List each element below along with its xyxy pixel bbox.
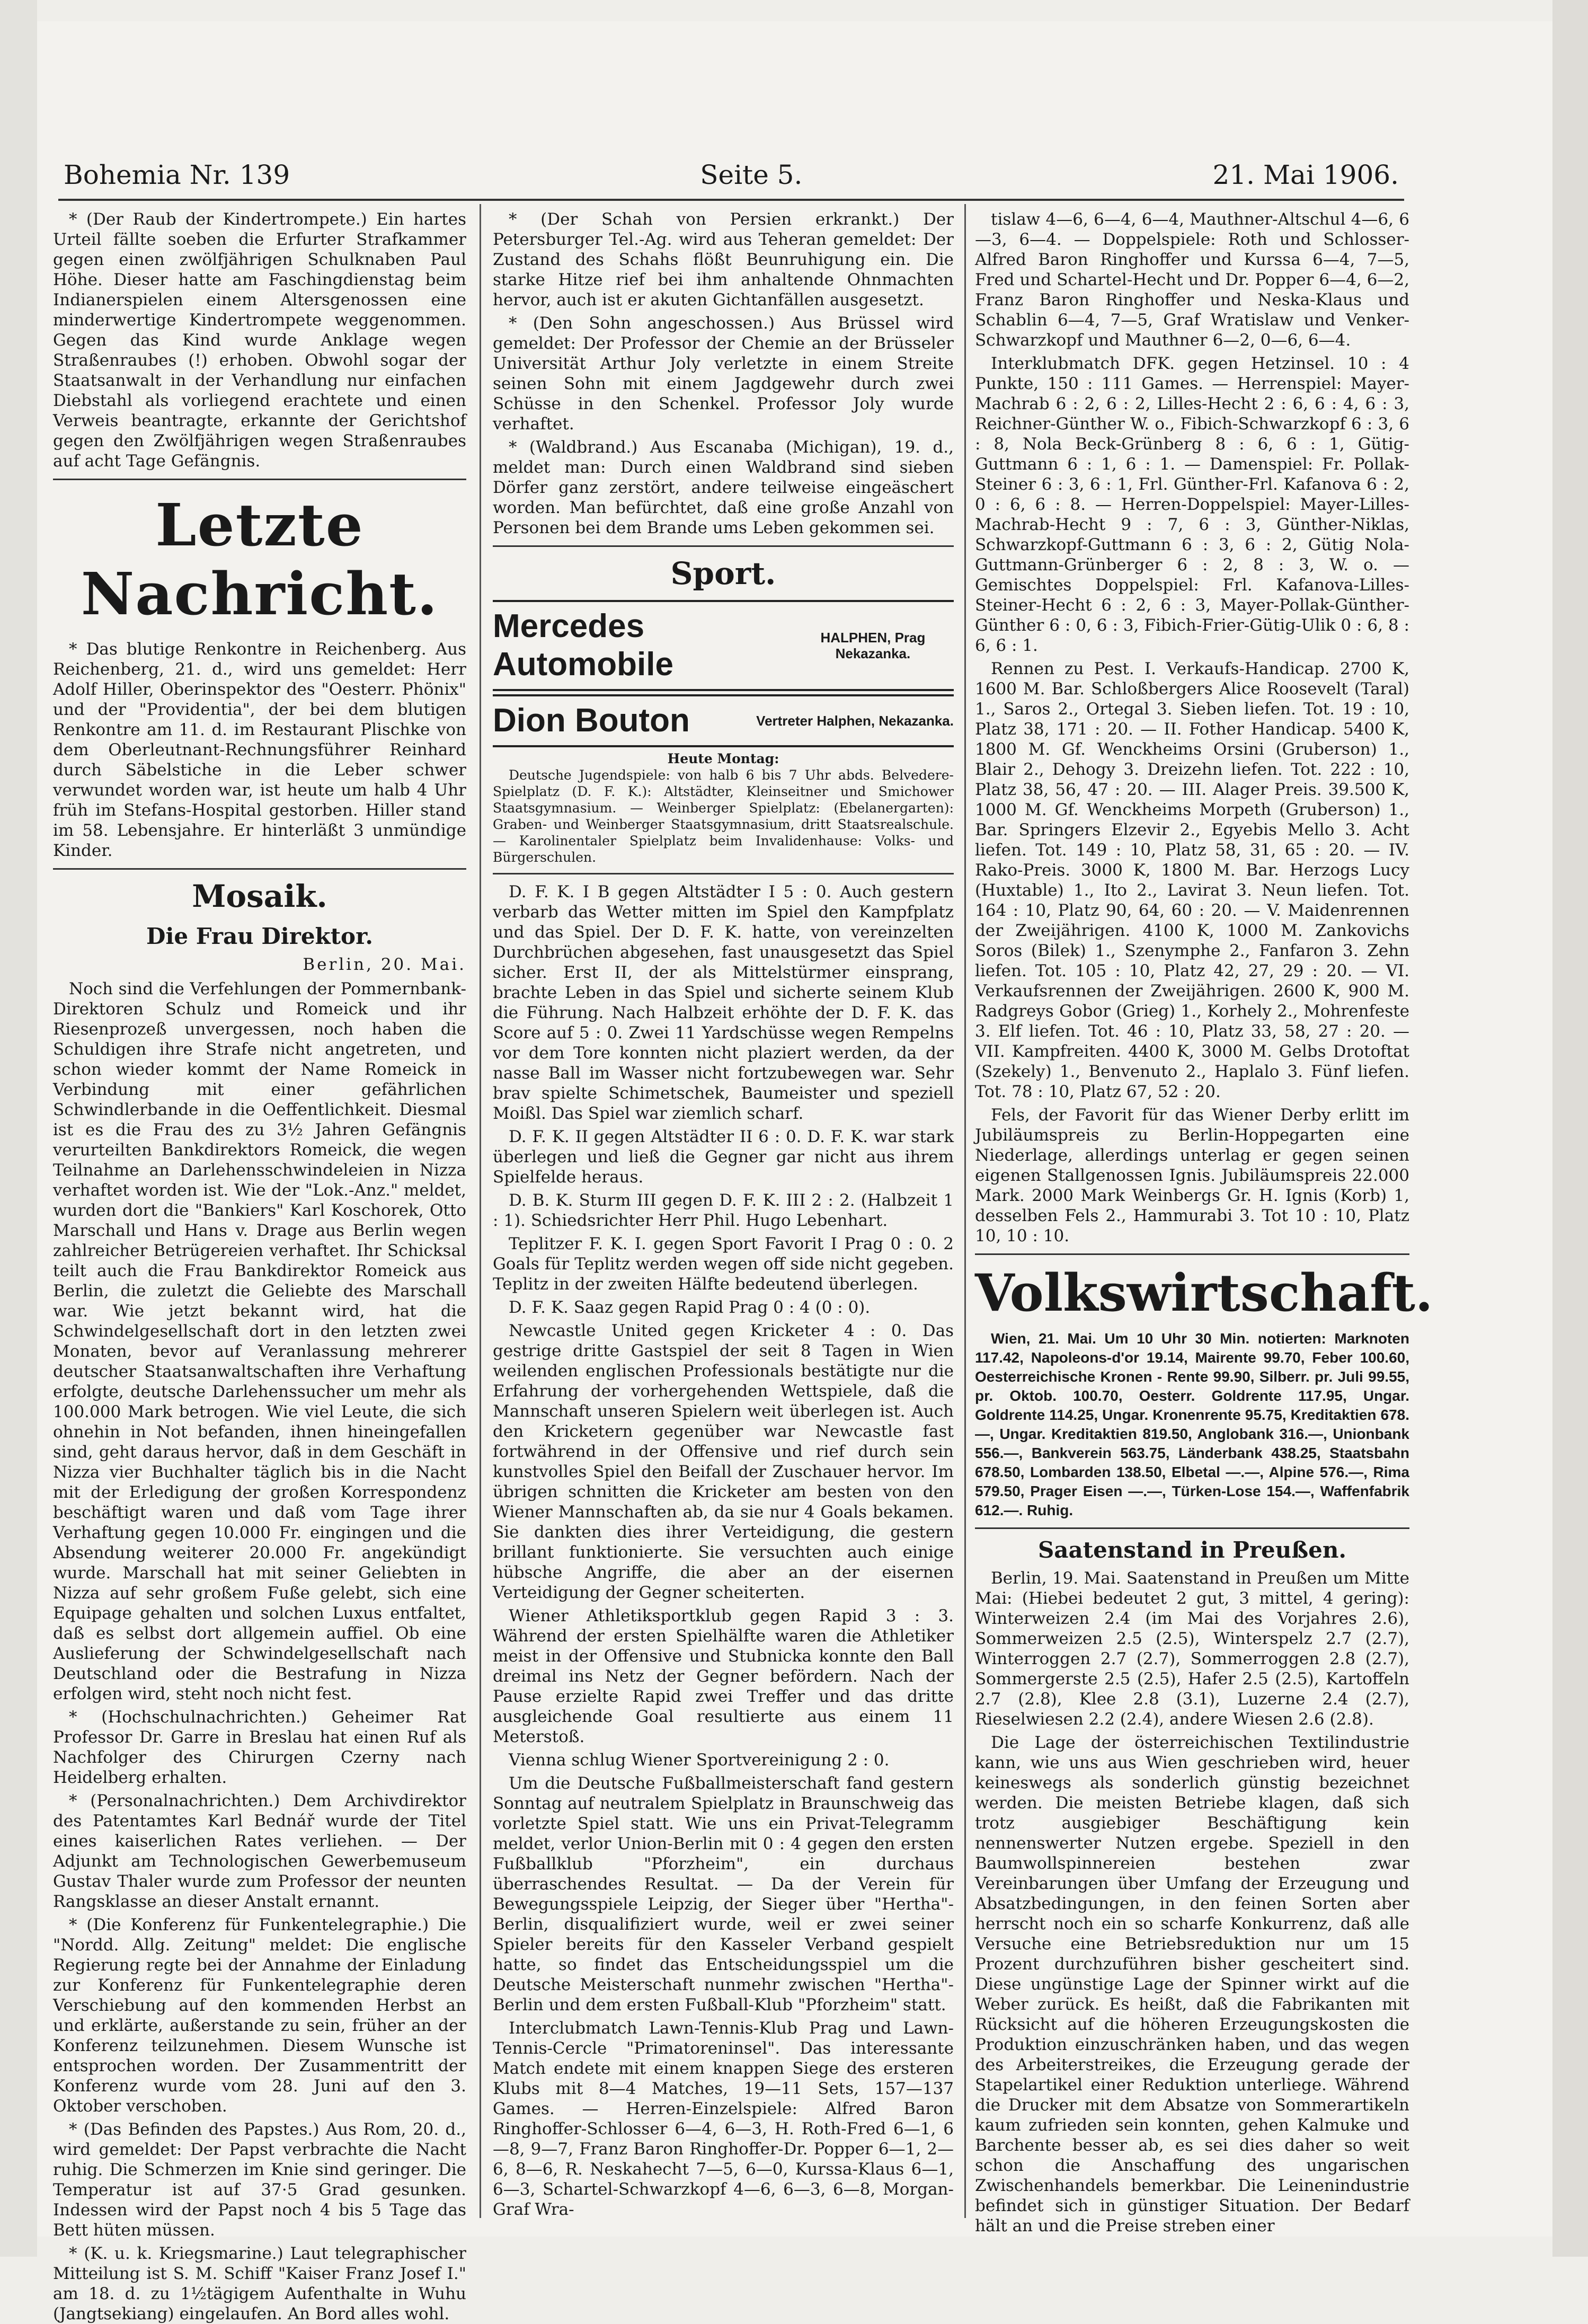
section-rule <box>493 545 954 547</box>
article-schah: * (Der Schah von Persien erkrankt.) Der Petersburger Tel.-Ag. wird aus Teheran gemeldet: Der Zustand des Schahs flößt Beunruhigung ein. Die starke Hitze rief bei ihm anhaltende Ohnmachten hervor, auch ist er akuten Gichtanfällen ausgesetzt. <box>493 210 954 310</box>
jugendspiele-text: Deutsche Jugendspiele: von halb 6 bis 7 Uhr abds. Belvedere-Spielplatz (D. F. K.): Altstädter, Kleinseitner und Smichower Staatsgymnasium. — Weinberger Spielplatz: (Ebelanergarten): Graben- und Weinberger Staatsgymnasium, dritt Staatsrealschule. — Karolinentaler Spielplatz beim Invalidenhause: Volks- und Bürgerschulen. <box>493 767 954 865</box>
advert-mercedes <box>493 600 954 691</box>
scan-right-edge <box>1552 0 1588 2257</box>
advert-mercedes-dealer: HALPHEN, Prag Nekazanka. <box>820 630 926 661</box>
match-teplitz: Teplitzer F. K. I. gegen Sport Favorit I Prag 0 : 0. 2 Goals für Teplitz werden wegen off side nicht gegeben. Teplitz in der zweiten Hälfte bedeutend überlegen. <box>493 1234 954 1294</box>
column-2 <box>493 209 954 2219</box>
match-wac-rapid: Wiener Athletiksportklub gegen Rapid 3 : 3. Während der ersten Spielhälfte waren die Athletiker meist in der Offensive und Stubnicka konnte den Ball dreimal ins Netz der Gegner befördern. Nach der Pause erzielte Rapid zwei Treffer und das dritte ausgleichende Goal resultierte aus einem 11 Meterstoß. <box>493 1606 954 1746</box>
section-rule <box>53 868 466 870</box>
market-report: Wien, 21. Mai. Um 10 Uhr 30 Min. notierten: Marknoten 117.42, Napoleons-d'or 19.14, Mairente 99.70, Feber 100.60, Oesterreichische Kronen - Rente 99.90, Silberr. pr. Juli 99.55, pr. Oktob. 100.70, Oesterr. Goldrente 117.95, Ungar. Goldrente 114.25, Ungar. Kronenrente 95.75, Kreditaktien 678.—, Ungar. Kreditaktien 819.50, Anglobank 316.—, Unionbank 556.—, Bankverein 563.75, Länderbank 438.25, Staatsbahn 678.50, Lombarden 138.50, Elbetal —.—, Alpine 576.—, Rima 579.50, Prager Eisen —.—, Türken-Lose 154.—, Waffenfabrik 612.—. Ruhig. <box>975 1330 1409 1518</box>
article-funkentelegraphie: * (Die Konferenz für Funkentelegraphie.) Die "Nordd. Allg. Zeitung" meldet: Die englische Regierung regte bei der Annahme der Einladung zur Konferenz für Funkentelegraphie deren Verschiebung auf den kommenden Herbst an und erklärte, außerstande zu sein, früher an der Konferenz teilzunehmen. Diesem Wunsche ist entsprochen worden. Der Zusammentritt der Konferenz wurde vom 28. Juni auf den 3. Oktober verschoben. <box>53 1915 466 2116</box>
advert-mercedes-name: Mercedes Automobile <box>493 608 673 683</box>
article-personal: * (Personalnachrichten.) Dem Archivdirektor des Patentamtes Karl Bednář wurde der Titel eines kaiserlichen Rates verliehen. — Der Adjunkt am Technologischen Gewerbemuseum Gustav Thaler wurde zum Professor der neunten Rangsklasse an dieser Anstalt ernannt. <box>53 1791 466 1911</box>
article-waldbrand: * (Waldbrand.) Aus Escanaba (Michigan), 19. d., meldet man: Durch einen Waldbrand sind sieben Dörfer ganz zerstört, andere teilweise eingeäschert worden. Man befürchtet, daß eine große Anzahl von Personen bei dem Brande ums Leben gekommen sei. <box>493 438 954 537</box>
article-rennen-pest: Rennen zu Pest. I. Verkaufs-Handicap. 2700 K, 1600 M. Bar. Schloßbergers Alice Roosevelt (Taral) 1., Saros 2., Ortegal 3. Sieben liefen. Tot. 19 : 10, Platz 38, 171 : 20. — II. Fother Handicap. 5400 K, 1800 M. Gf. Wenckheims Orsini (Gruberson) 1., Blair 2., Dehogy 3. Dreizehn liefen. Tot. 222 : 10, Platz 38, 56, 47 : 20. — III. Alager Preis. 39.500 K, 1000 M. Gf. Wenckheims Morpeth (Gruberson) 1., Bar. Springers Elzevir 2., Egyebis Mello 3. Acht liefen. Tot. 149 : 10, Platz 58, 31, 65 : 20. — IV. Rako-Preis. 3000 K, 1800 M. Bar. Herzogs Lucy (Huxtable) 1., Ito 2., Lavirat 3. Neun liefen. Tot. 164 : 10, Platz 90, 64, 60 : 20. — V. Maidenrennen der Zweijährigen. 4100 K, 1000 M. Zankovichs Soros (Bilek) 1., Szenymphe 2., Fanfaron 3. Zehn liefen. Tot. 105 : 10, Platz 42, 27, 29 : 20. — VI. Verkaufsrennen der Zweijährigen. 2600 K, 900 M. Radgreys Gobor (Grieg) 1., Korhely 2., Mohrenfeste 3. Elf liefen. Tot. 46 : 10, Platz 33, 58, 27 : 20. — VII. Kampfreiten. 4400 K, 3000 M. Gelbs Drotoftat (Szekely) 1., Benvenuto 2., Haplalo 3. Fünf liefen. Tot. 78 : 10, Platz 67, 52 : 20. <box>975 659 1409 1101</box>
match-dfk-altstaedter-2: D. F. K. II gegen Altstädter II 6 : 0. D. F. K. war stark überlegen und ließ die Gegner gar nicht aus ihrem Spielfelde heraus. <box>493 1127 954 1187</box>
jugendspiele-heading: Heute Montag: <box>667 751 779 766</box>
article-textilindustrie: Die Lage der österreichischen Textilindustrie kann, wie uns aus Wien geschrieben wird, heuer keineswegs als sonderlich günstig bezeichnet werden. Die meisten Betriebe klagen, daß sich trotz ausgiebiger Beschäftigung kein nennenswerter Nutzen ergebe. Speziell in den Baumwollspinnereien bestehen zwar Vereinbarungen über Umfang der Erzeugung und Absatzbedingungen, in den feinen Sorten aber herrscht noch ein so scharfe Konkurrenz, daß alle Versuche eine Betriebsreduktion nur um 15 Prozent durchzuführen bisher gescheitert sind. Diese ungünstige Lage der Spinner wirkt auf die Weber zurück. Es heißt, daß die Fabrikanten mit Rücksicht auf die höheren Erzeugungskosten die Produktion einzuschränken haben, und das wegen des Arbeiterstreikes, die Erzeugung gerade der Stapelartikel einer Reduktion unterliege. Während die Drucker mit dem Absatze von Sommerartikeln kaum zufrieden sein konnten, gehen Kalmuke und Barchente besser ab, es sei dies daher so weit schon die Anschaffung des ungarischen Zwischenhandels bemerkbar. Die Leinenindustrie befindet sich in günstiger Situation. Der Bedarf hält an und die Preise streben einer <box>975 1733 1409 2235</box>
heading-volkswirtschaft: Volkswirtschaft. <box>975 1263 1433 1323</box>
heading-letzte-nachricht: Letzte Nachricht. <box>81 491 439 628</box>
heading-frau-direktor: Die Frau Direktor. <box>146 923 373 949</box>
match-vienna: Vienna schlug Wiener Sportvereinigung 2 : 0. <box>509 1751 890 1770</box>
article-saatenstand: Berlin, 19. Mai. Saatenstand in Preußen um Mitte Mai: (Hiebei bedeutet 2 gut, 3 mittel, 4 gering): Winterweizen 2.4 (im Mai des Vorjahres 2.6), Sommerweizen 2.5 (2.5), Winterspelz 2.7 (2.7), Winterroggen 2.7 (2.7), Sommerroggen 2.8 (2.7), Sommergerste 2.5 (2.5), Hafer 2.5 (2.5), Kartoffeln 2.7 (2.8), Klee 2.8 (3.1), Luzerne 2.4 (2.7), Rieselwiesen 2.2 (2.4), andere Wiesen 2.6 (2.8). <box>975 1569 1409 1729</box>
article-fels: Fels, der Favorit für das Wiener Derby erlitt im Jubiläumspreis zu Berlin-Hoppegarten eine Niederlage, allerdings unterlag er gegen seinen eigenen Stallgenossen Ignis. Jubiläumspreis 22.000 Mark. 2000 Mark Weinbergs Gr. H. Ignis (Korb) 1, desselben Fels 2., Hammurabi 3. Tot 10 : 10, Platz 10, 10 : 10. <box>975 1106 1409 1245</box>
article-kindertrompete: * (Der Raub der Kindertrompete.) Ein hartes Urteil fällte soeben die Erfurter Strafkammer gegen einen zwölfjährigen Schulknaben Paul Höhe. Dieser hatte am Faschingdienstag beim Indianerspielen einem Altersgenossen eine minderwertige Kindertrompete weggenommen. Gegen das Kind wurde Anklage wegen Straßenraubes (!) erhoben. Obwohl sogar der Staatsanwalt in der Verhandlung nur einfachen Diebstahl als vorliegend erachtete und einen Verweis beantragte, erkannte der Gerichtshof gegen den Zwölfjährigen wegen Straßenraubes auf acht Tage Gefängnis. <box>53 210 466 471</box>
advert-dion-dealer: Vertreter Halphen, Nekazanka. <box>756 713 954 729</box>
article-lawn-tennis: Interclubmatch Lawn-Tennis-Klub Prag und Lawn-Tennis-Cercle "Primatoreninsel". Das interessante Match endete mit einem knappen Siege des ersteren Klubs mit 8—4 Matches, 19—11 Sets, 157—137 Games. — Herren-Einzelspiele: Alfred Baron Ringhoffer-Schlosser 6—4, 6—3, H. Roth-Fred 6—1, 6—8, 9—7, Franz Baron Ringhoffer-Dr. Popper 6—1, 2—6, 8—6, R. Neskahecht 7—5, 6—0, Kurssa-Klaus 6—1, 6—3, Schartel-Schwarzkopf 4—6, 6—3, 6—8, Morgan-Graf Wra- <box>493 2019 954 2219</box>
article-papst: * (Das Befinden des Papstes.) Aus Rom, 20. d., wird gemeldet: Der Papst verbrachte die Nacht ruhig. Die Schmerzen im Knie sind geringer. Die Temperatur ist auf 37·5 Grad gesunken. Indessen wird der Papst noch 4 bis 5 Tage das Bett hüten müssen. <box>53 2120 466 2240</box>
article-sohn: * (Den Sohn angeschossen.) Aus Brüssel wird gemeldet: Der Professor der Chemie an der Brüsseler Universität Arthur Joly verletzte in einem Streite seinen Sohn mit einem Jagdgewehr durch zwei Schüsse in den Schenkel. Professor Joly wurde verhaftet. <box>493 314 954 434</box>
page-header <box>64 154 1399 196</box>
match-saaz: D. F. K. Saaz gegen Rapid Prag 0 : 4 (0 : 0). <box>509 1298 871 1317</box>
article-fussballmeisterschaft: Um die Deutsche Fußballmeisterschaft fand gestern Sonntag auf neutralem Spielplatz in Braunschweig das vorletzte Spiel statt. Wie uns ein Privat-Telegramm meldet, verlor Union-Berlin mit 0 : 4 gegen den ersten Fußballklub "Pforzheim", ein durchaus überraschendes Resultat. — Da der Verein für Bewegungsspiele Leipzig, der Sieger über "Hertha"-Berlin, disqualifiziert wurde, weil er zwei seiner Spieler bereits für den Kasseler Verband gespielt hatte, so findet das Entscheidungsspiel um die Deutsche Meisterschaft nunmehr zwischen "Hertha"-Berlin und dem ersten Fußball-Klub "Pforzheim" statt. <box>493 1774 954 2014</box>
advert-dion-bouton <box>493 694 954 747</box>
heading-saatenstand: Saatenstand in Preußen. <box>1037 1537 1347 1563</box>
article-interklubmatch: Interklubmatch DFK. gegen Hetzinsel. 10 : 4 Punkte, 150 : 111 Games. — Herrenspiel: Mayer-Machrab 6 : 2, 6 : 2, Lilles-Hecht 2 : 6, 6 : 4, 6 : 3, Reichner-Günther W. o., Fibich-Schwarzkopf 6 : 3, 6 : 8, Nola Beck-Grünberg 8 : 6, 6 : 1, Gütig-Guttmann 6 : 1, 6 : 1. — Damenspiel: Fr. Pollak-Steiner 6 : 3, 6 : 1, Frl. Günther-Frl. Kafanova 6 : 2, 0 : 6, 6 : 8. — Herren-Doppelspiel: Mayer-Lilles-Machrab-Hecht 9 : 7, 6 : 3, Günther-Niklas, Schwarzkopf-Guttmann 6 : 3, 6 : 2, Gütig Nola-Guttmann-Grünberger 6 : 2, 8 : 3, W. o. — Gemischtes Doppelspiel: Frl. Kafanova-Lilles-Steiner-Hecht 6 : 2, 6 : 3, Mayer-Pollak-Günther-Günther 6 : 0, 6 : 3, Fibich-Frier-Gütig-Ulik 0 : 6, 8 : 6, 6 : 1. <box>975 354 1409 655</box>
column-divider-1 <box>480 204 481 2218</box>
header-page-number: Seite 5. <box>700 160 803 190</box>
section-rule <box>975 1527 1409 1529</box>
heading-sport: Sport. <box>670 555 776 591</box>
article-hochschul: * (Hochschulnachrichten.) Geheimer Rat Professor Dr. Garre in Breslau hat einen Ruf als Nachfolger des Chirurgen Czerny nach Heidelberg erhalten. <box>53 1708 466 1787</box>
article-reichenberg: * Das blutige Renkontre in Reichenberg. Aus Reichenberg, 21. d., wird uns gemeldet: Herr Adolf Hiller, Oberinspektor des "Oesterr. Phönix" und der "Providentia", der bei dem blutigen Renkontre am 11. d. im Restaurant Plischke von dem Oberleutnant-Rechnungsführer Reinhard durch Säbelstiche in die Leber schwer verwundet worden war, ist heute um halb 4 Uhr früh im Stefans-Hospital gestorben. Hiller stand im 58. Lebensjahre. Er hinterläßt 3 unmündige Kinder. <box>53 640 466 860</box>
column-divider-2 <box>964 204 966 2218</box>
header-date: 21. Mai 1906. <box>1212 160 1399 190</box>
heading-mosaik: Mosaik. <box>192 878 327 914</box>
match-newcastle: Newcastle United gegen Kricketer 4 : 0. Das gestrige dritte Gastspiel der seit 8 Tagen in Wien weilenden englischen Professionals bestätigte nur die Erfahrung der vorhergehenden Wettspiele, daß die Mannschaft unseren Spielern weit überlegen ist. Auch den Kricketern gegenüber war Newcastle fast fortwährend in der Offensive und rief durch sein kunstvolles Spiel den Beifall der Zuschauer hervor. Im übrigen schnitten die Kricketer am besten von den Wiener Mannschaften ab, da sie nur 4 Goals bekamen. Sie dankten dies ihrer Verteidigung, die gestern brillant funktionierte. Sie versuchten auch einige hübsche Angriffe, die aber an der eisernen Verteidigung der Gegner scheiterten. <box>493 1321 954 1602</box>
match-dfk-altstaedter-1: D. F. K. I B gegen Altstädter I 5 : 0. Auch gestern verbarb das Wetter mitten im Spiel den Kampfplatz und das Spiel. Der D. F. K. hatte, von vereinzelten Durchbrüchen abgesehen, fast unausgesetzt das Spiel sicher. Erst II, der als Mittelstürmer einsprang, brachte Leben in das Spiel und sicherte seinem Klub die Führung. Nach Halbzeit erhöhte der D. F. K. das Score auf 5 : 0. Zwei 11 Yardschüsse wegen Rempelns vor dem Tore konnten nicht plaziert werden, da der nasse Ball im Wasser nicht fortzubewegen war. Sehr brav spielte Schimetschek, Baumeister und speziell Moißl. Das Spiel war ziemlich scharf. <box>493 882 954 1123</box>
header-issue: Bohemia Nr. 139 <box>64 160 290 190</box>
section-rule <box>975 1253 1409 1255</box>
article-kriegsmarine: * (K. u. k. Kriegsmarine.) Laut telegraphischer Mitteilung ist S. M. Schiff "Kaiser Franz Josef I." am 18. d. zu 1½tägigem Aufenthalte in Wuhu (Jangtsekiang) eingelaufen. An Bord alles wohl. <box>53 2244 466 2323</box>
scan-left-edge <box>0 0 37 2257</box>
dateline-berlin: Berlin, 20. Mai. <box>303 955 466 974</box>
newspaper-page <box>37 21 1552 2323</box>
header-rule <box>58 199 1404 201</box>
article-frau-direktor: Noch sind die Verfehlungen der Pommernbank-Direktoren Schulz und Romeick und ihr Riesenprozeß unvergessen, noch haben die Schuldigen ihre Strafe nicht angetreten, und schon wieder kommt der Name Romeick in Verbindung mit einer gefährlichen Schwindlerbande in die Oeffentlichkeit. Diesmal ist es die Frau des zu 3½ Jahren Gefängnis verurteilten Bankdirektors Romeick, die wegen Teilnahme an Darlehensschwindeleien in Nizza verhaftet worden ist. Wie der "Lok.-Anz." meldet, wurden dort die "Bankiers" Karl Koschorek, Otto Marschall und Hans v. Drage aus Berlin wegen zahlreicher Betrügereien verhaftet. Ihr Schicksal teilt auch die Frau Bankdirektor Romeick aus Berlin, die zuletzt die Geliebte des Marschall war. Wie jetzt bekannt wird, hat die Schwindelgesellschaft dort in den letzten zwei Monaten, bevor auf Veranlassung mehrerer deutscher Staatsanwaltschaften ihre Verhaftung erfolgte, deutsche Darlehenssucher um mehr als 100.000 Mark betrogen. Wie viel Leute, die sich ohnehin in Not befanden, ihnen hineingefallen sind, geht daraus hervor, daß in dem Geschäft in Nizza vier Buchhalter täglich bis in die Nacht mit der Erledigung der großen Korrespondenz beschäftigt waren und daß vom Tage ihrer Verhaftung gegen 10.000 Fr. eingingen und die Absendung weiterer 20.000 Fr. angekündigt wurde. Marschall hat mit seiner Geliebten in Nizza auf sehr großem Fuße gelebt, sich eine Equipage gehalten und solchen Luxus entfaltet, daß es selbst dort allgemein auffiel. Ob eine Auslieferung der Schwindelgesellschaft nach Deutschland oder die Bestrafung in Nizza erfolgen wird, steht noch nicht fest. <box>53 979 466 1703</box>
match-sturm-dfk: D. B. K. Sturm III gegen D. F. K. III 2 : 2. (Halbzeit 1 : 1). Schiedsrichter Herr Phil. Hugo Lebenhart. <box>493 1191 954 1230</box>
section-rule <box>493 873 954 874</box>
article-tennis-continued: tislaw 4—6, 6—4, 6—4, Mauthner-Altschul 4—6, 6—3, 6—4. — Doppelspiele: Roth und Schlosser-Alfred Baron Ringhoffer und Kurssa 6—4, 7—5, Fred und Schartel-Hecht und Dr. Popper 6—4, 6—2, Franz Baron Ringhoffer und Neska-Klaus und Schablin 6—4, 7—5, Graf Wratislaw und Venker-Schwarzkopf und Mauthner 6—2, 0—6, 6—4. <box>975 210 1409 350</box>
advert-dion-name: Dion Bouton <box>493 702 690 739</box>
section-rule <box>53 479 466 480</box>
column-1 <box>53 209 466 2323</box>
column-3 <box>975 209 1433 2235</box>
